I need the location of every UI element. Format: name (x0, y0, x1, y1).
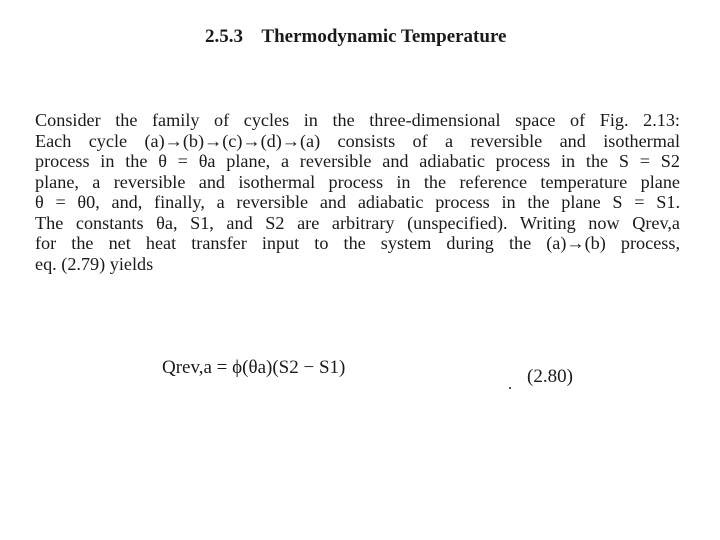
equation: Qrev,a = ϕ(θa)(S2 − S1) (162, 357, 346, 378)
paragraph-line: process in the θ = θa plane, a reversible and adiabatic process in the S = S2 (35, 151, 680, 171)
body-paragraph (35, 110, 680, 274)
section-heading (205, 26, 506, 48)
paragraph-line: θ = θ0, and, finally, a reversible and adiabatic process in the plane S = S1. (35, 192, 680, 212)
paragraph-line: Consider the family of cycles in the three-dimensional space of Fig. 2.13: (35, 110, 680, 130)
paragraph-line: for the net heat transfer input to the system during the (a)→(b) process, (35, 233, 680, 253)
paragraph-line: Each cycle (a)→(b)→(c)→(d)→(a) consists of a reversible and isothermal (35, 130, 680, 151)
scan-speck (509, 387, 511, 389)
section-title: Thermodynamic Temperature (261, 26, 507, 47)
paragraph-line: eq. (2.79) yields (35, 253, 154, 274)
section-number: 2.5.3 (205, 26, 243, 47)
paragraph-line: plane, a reversible and isothermal process in the reference temperature plane (35, 171, 680, 192)
equation-number: (2.80) (527, 366, 573, 387)
paragraph-line: The constants θa, S1, and S2 are arbitrary (unspecified). Writing now Qrev,a (35, 212, 680, 233)
